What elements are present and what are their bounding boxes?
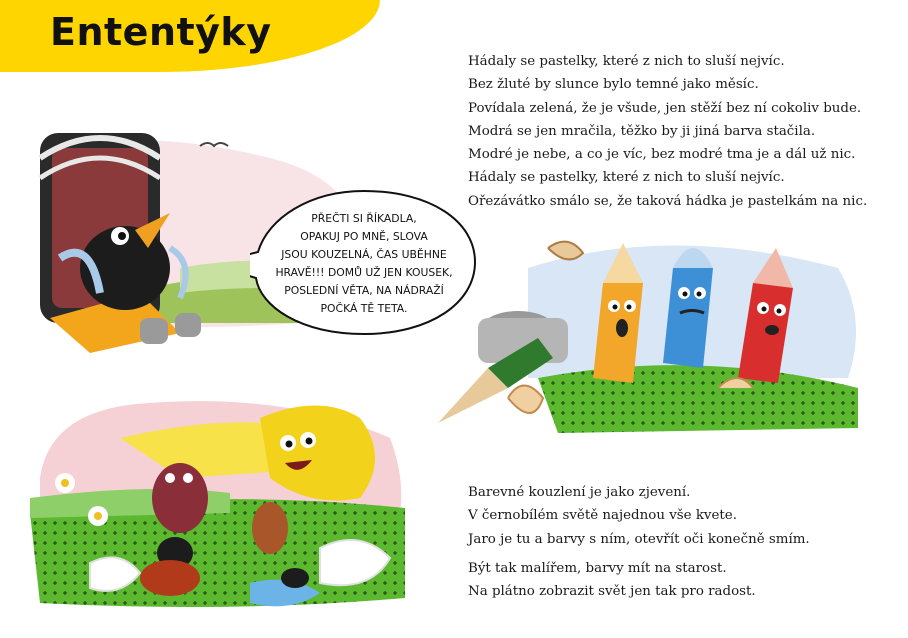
poem-line: Na plátno zobrazit svět jen tak pro radost. — [468, 584, 756, 600]
page-title: Ententýky — [50, 10, 272, 54]
poem-line: Bez žluté by slunce bylo temné jako měsíc. — [468, 77, 759, 93]
poem-line: Ořezávátko smálo se, že taková hádka je pastelkám na nic. — [468, 193, 868, 209]
bubble-line: PŘEČTI SI ŘÍKADLA, — [311, 212, 417, 225]
bubble-line: OPAKUJ PO MNĚ, SLOVA — [300, 230, 428, 243]
bubble-line: POSLEDNÍ VĚTA, NA NÁDRAŽÍ — [284, 284, 444, 297]
poem-line: Jaro je tu a barvy s ním, otevřít oči konečně smím. — [468, 531, 810, 547]
bubble-line: HRAVĚ!!! DOMŮ UŽ JEN KOUSEK, — [275, 266, 453, 279]
poem-line: Povídala zelená, že je všude, jen stěží bez ní cokoliv bude. — [468, 100, 862, 116]
poem-line: Hádaly se pastelky, které z nich to sluší nejvíc. — [468, 54, 785, 69]
yellow-crayon-with-animals-illustration — [30, 398, 405, 628]
poem-line: Modré je nebe, a co je víc, bez modré tma je a dál už nic. — [468, 147, 856, 163]
poem-line: Hádaly se pastelky, které z nich to sluší nejvíc. — [468, 170, 785, 186]
arguing-crayons-illustration — [418, 228, 868, 453]
bubble-line: JSOU KOUZELNÁ, ČAS UBĚHNE — [281, 248, 447, 261]
poem-line: Být tak malířem, barvy mít na starost. — [468, 561, 727, 576]
poem-line: Modrá se jen mračila, těžko by ji jiná barva stačila. — [468, 123, 816, 139]
poem-line: Barevné kouzlení je jako zjevení. — [468, 485, 691, 500]
poem-bottom — [468, 557, 756, 604]
poem-line: V černobílém světě najednou vše kvete. — [468, 508, 737, 524]
poem-top — [468, 50, 867, 213]
poem-middle — [468, 481, 810, 551]
bubble-line: POČKÁ TĚ TETA. — [320, 302, 408, 315]
